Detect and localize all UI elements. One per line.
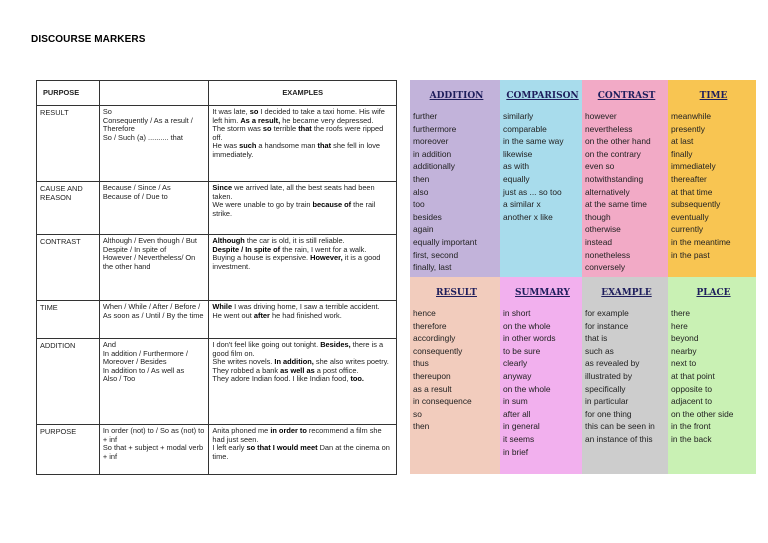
marker-box-heading: EXAMPLE <box>601 288 652 298</box>
example-sentence: Despite / In spite of the rain, I went for a walk. <box>212 244 367 254</box>
row-examples <box>209 339 397 425</box>
example-sentence: While I was driving home, I saw a terrible accident. <box>212 302 380 311</box>
marker-item: so <box>413 408 422 419</box>
marker-item: in short <box>503 308 531 318</box>
marker-item: after all <box>503 408 531 419</box>
marker-item: at last <box>671 136 694 147</box>
marker-item: meanwhile <box>671 111 712 121</box>
marker-item: subsequently <box>671 199 721 210</box>
marker-item: at that time <box>671 186 713 197</box>
marker-item: opposite to <box>671 383 712 394</box>
marker-item: conversely <box>585 262 626 273</box>
marker-item: in the past <box>671 249 710 260</box>
marker-item: to be sure <box>503 345 541 356</box>
marker-item: too <box>413 199 425 210</box>
marker-item: an instance of this <box>585 433 653 444</box>
marker-item: as a result <box>413 383 452 394</box>
row-examples <box>209 235 397 301</box>
marker-box-contrast <box>582 80 668 277</box>
marker-box-heading: RESULT <box>436 288 477 298</box>
marker-item: hence <box>413 308 436 318</box>
marker-box-place <box>668 277 756 474</box>
marker-item: at that point <box>671 370 715 381</box>
marker-line: So / Such (a) .......... that <box>102 132 183 142</box>
example-sentence: Anita phoned me in order to recommend a film she had just seen. <box>212 426 382 444</box>
marker-item: first, second <box>413 249 459 260</box>
marker-item: for example <box>585 308 629 318</box>
row-markers <box>99 301 209 339</box>
marker-item: as revealed by <box>585 358 640 369</box>
row-purpose: TIME <box>37 301 100 339</box>
marker-line: Also / Too <box>102 374 136 384</box>
marker-item: though <box>585 211 611 222</box>
row-markers <box>99 235 209 301</box>
example-sentence: He was such a handsome man that she fell in love immediately. <box>212 141 380 159</box>
marker-item: thereafter <box>671 173 707 184</box>
table-row <box>37 425 397 475</box>
marker-item: currently <box>671 224 704 235</box>
row-examples <box>209 425 397 475</box>
marker-box-time <box>668 80 756 277</box>
marker-item: at the same time <box>585 199 647 210</box>
example-sentence: They adore Indian food. I like Indian food, too. <box>212 374 364 384</box>
marker-line: In addition to / As well as <box>102 365 185 375</box>
table-row <box>37 106 397 182</box>
marker-item: specifically <box>585 383 626 394</box>
table-row <box>37 182 397 235</box>
example-sentence: I left early so that I would meet Dan at the cinema on time. <box>212 443 390 461</box>
example-sentence: We were unable to go by train because of the rail strike. <box>212 200 376 218</box>
marker-box-addition <box>410 80 500 277</box>
marker-item: otherwise <box>585 224 621 235</box>
marker-box-summary <box>500 277 582 474</box>
table-row <box>37 301 397 339</box>
marker-item: then <box>413 173 430 184</box>
header-markers <box>99 81 209 106</box>
marker-item: for one thing <box>585 408 632 419</box>
marker-line: When / While / After / Before / As soon as / Until / By the time <box>102 302 204 320</box>
example-sentence: They robbed a bank as well as a post office. <box>212 365 359 375</box>
marker-item: likewise <box>503 148 533 159</box>
marker-item: thus <box>413 358 429 369</box>
marker-item: instead <box>585 236 613 247</box>
row-markers <box>99 425 209 475</box>
marker-line: And <box>102 340 117 349</box>
marker-line: So that + subject + modal verb + inf <box>102 443 204 461</box>
marker-item: just as ... so too <box>503 186 562 197</box>
row-purpose: ADDITION <box>37 339 100 425</box>
header-purpose: PURPOSE <box>37 81 100 106</box>
marker-item: there <box>671 308 691 318</box>
marker-box-heading: SUMMARY <box>515 288 570 298</box>
table-row <box>37 339 397 425</box>
example-sentence: Since we arrived late, all the best seats had been taken. <box>212 183 375 201</box>
marker-line: Although / Even though / But <box>102 236 197 245</box>
marker-item: finally, last <box>413 262 452 273</box>
marker-line: Because / Since / As <box>102 183 171 192</box>
marker-item: presently <box>671 123 705 134</box>
marker-line: Consequently / As a result / Therefore <box>102 115 193 134</box>
marker-item: in general <box>503 421 540 432</box>
marker-item: next to <box>671 358 697 369</box>
marker-item: in consequence <box>413 396 472 407</box>
marker-item: further <box>413 111 438 121</box>
marker-item: as with <box>503 161 530 172</box>
table-row <box>37 235 397 301</box>
marker-item: on the other hand <box>585 136 651 147</box>
marker-item: alternatively <box>585 186 630 197</box>
markers-grid <box>410 80 756 474</box>
marker-item: accordingly <box>413 333 456 344</box>
marker-item: in addition <box>413 148 452 159</box>
example-sentence: Although the car is old, it is still reliable. <box>212 236 345 245</box>
marker-item: in the back <box>671 433 712 444</box>
marker-item: on the whole <box>503 320 551 331</box>
marker-item: such as <box>585 345 614 356</box>
marker-line: So <box>102 107 112 116</box>
example-sentence: The storm was so terrible that the roofs were ripped off. <box>212 124 384 142</box>
marker-item: therefore <box>413 320 447 331</box>
row-purpose: RESULT <box>37 106 100 182</box>
marker-item: illustrated by <box>585 370 633 381</box>
row-examples <box>209 106 397 182</box>
marker-item: eventually <box>671 211 709 222</box>
marker-item: nearby <box>671 345 697 356</box>
marker-item: thereupon <box>413 370 451 381</box>
marker-item: again <box>413 224 434 235</box>
marker-item: then <box>413 421 430 432</box>
marker-item: in other words <box>503 333 556 344</box>
marker-item: anyway <box>503 370 532 381</box>
marker-item: finally <box>671 148 693 159</box>
row-examples <box>209 301 397 339</box>
example-sentence: He went out after he had finished work. <box>212 310 342 320</box>
marker-line: However / Nevertheless/ On the other hand <box>102 253 196 271</box>
marker-box-heading: TIME <box>699 91 728 101</box>
marker-item: in the same way <box>503 136 564 147</box>
marker-item: in brief <box>503 446 529 457</box>
marker-item: nonetheless <box>585 249 631 260</box>
row-markers <box>99 182 209 235</box>
marker-item: even so <box>585 161 615 172</box>
marker-box-heading: CONTRAST <box>597 91 656 101</box>
marker-item: a similar x <box>503 199 541 210</box>
marker-item: consequently <box>413 345 463 356</box>
marker-item: beyond <box>671 333 699 344</box>
discourse-markers-table <box>36 80 397 475</box>
marker-box-heading: PLACE <box>696 288 731 298</box>
marker-item: in particular <box>585 396 629 407</box>
marker-item: it seems <box>503 433 535 444</box>
header-examples: EXAMPLES <box>209 81 397 106</box>
marker-item: additionally <box>413 161 455 172</box>
marker-item: equally <box>503 173 530 184</box>
marker-item: immediately <box>671 161 716 172</box>
marker-box-heading: COMPARISON <box>506 91 579 101</box>
marker-line: Because of / Due to <box>102 191 168 201</box>
marker-item: this can be seen in <box>585 421 655 432</box>
marker-item: on the whole <box>503 383 551 394</box>
example-sentence: She writes novels. In addition, she also writes poetry. <box>212 357 389 367</box>
marker-item: equally important <box>413 236 477 247</box>
marker-item: another x like <box>503 211 553 222</box>
marker-item: similarly <box>503 111 534 121</box>
example-sentence: Buying a house is expensive. However, it is a good investment. <box>212 253 381 271</box>
table-header-row <box>37 81 397 106</box>
marker-item: in the front <box>671 421 711 432</box>
marker-item: here <box>671 320 688 331</box>
marker-item: besides <box>413 211 442 222</box>
marker-box-example <box>582 277 668 474</box>
example-sentence: It was late, so I decided to take a taxi home. His wife left him. As a result, he became very depressed. <box>212 107 385 125</box>
marker-item: clearly <box>503 358 528 369</box>
table-body <box>37 106 397 475</box>
row-markers <box>99 106 209 182</box>
marker-item: nevertheless <box>585 123 633 134</box>
marker-box-comparison <box>500 80 582 277</box>
marker-item: however <box>585 111 617 121</box>
page-title: DISCOURSE MARKERS <box>31 34 146 45</box>
marker-item: in sum <box>503 396 528 407</box>
marker-item: in the meantime <box>671 236 731 247</box>
marker-item: on the contrary <box>585 148 641 159</box>
row-purpose: PURPOSE <box>37 425 100 475</box>
example-sentence: I don't feel like going out tonight. Besides, there is a good film on. <box>212 340 384 358</box>
marker-item: furthermore <box>413 123 457 134</box>
marker-item: comparable <box>503 123 547 134</box>
marker-item: notwithstanding <box>585 173 644 184</box>
marker-item: that is <box>585 333 608 344</box>
row-purpose: CONTRAST <box>37 235 100 301</box>
marker-line: In order (not) to / So as (not) to + inf <box>102 426 205 444</box>
marker-item: also <box>413 186 429 197</box>
row-markers <box>99 339 209 425</box>
marker-line: In addition / Furthermore / Moreover / Besides <box>102 348 188 367</box>
row-examples <box>209 182 397 235</box>
marker-item: on the other side <box>671 408 734 419</box>
marker-line: Despite / In spite of <box>102 244 167 254</box>
marker-item: moreover <box>413 136 449 147</box>
marker-box-heading: ADDITION <box>429 91 484 101</box>
marker-item: for instance <box>585 320 629 331</box>
marker-item: adjacent to <box>671 396 712 407</box>
row-purpose: CAUSE AND REASON <box>37 182 100 235</box>
marker-box-result <box>410 277 500 474</box>
